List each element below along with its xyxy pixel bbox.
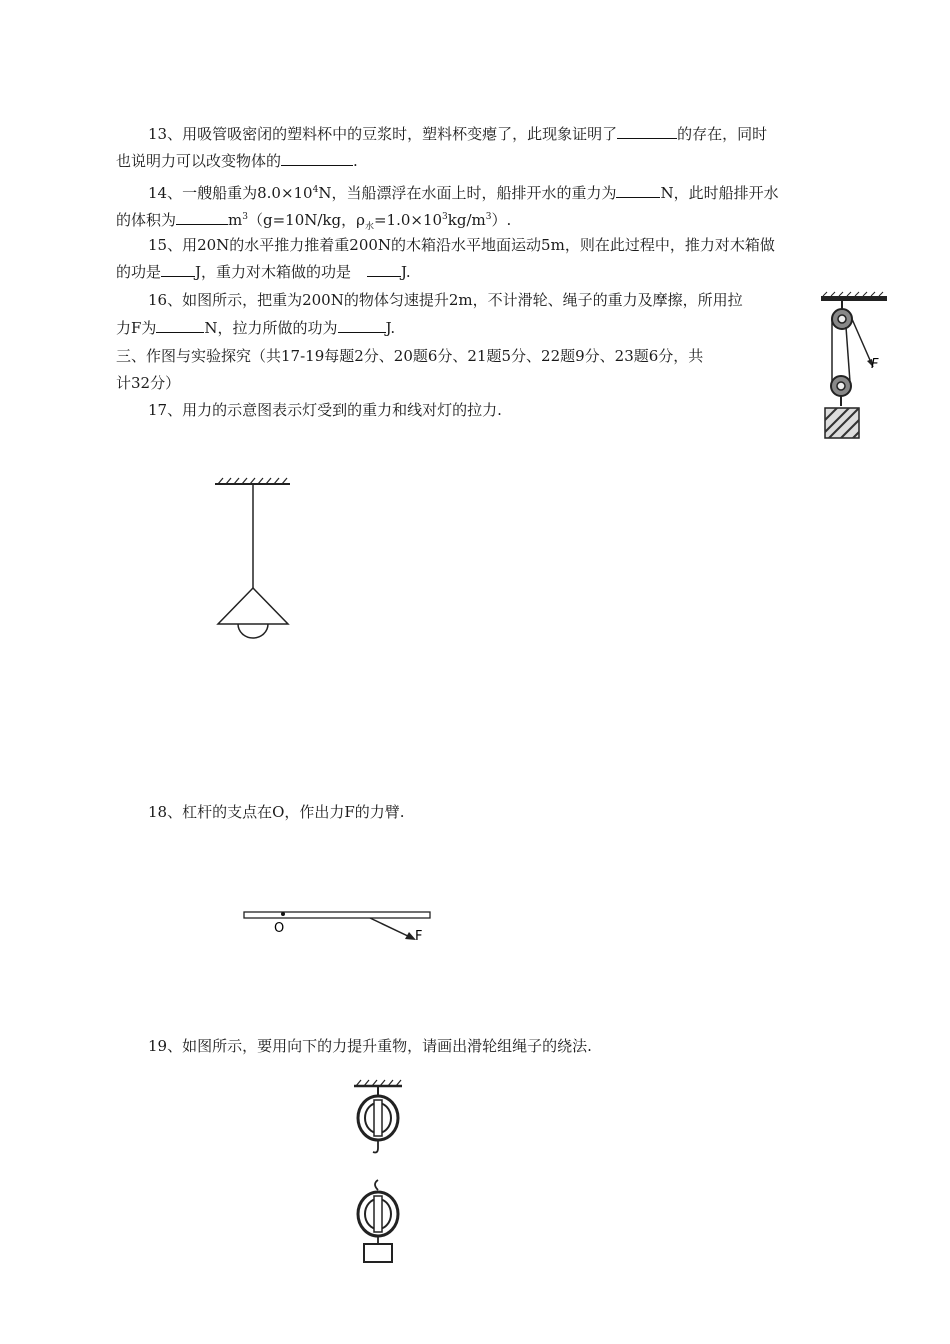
q18-line — [148, 802, 405, 822]
q14-blank-2[interactable] — [176, 210, 228, 225]
q14-line1 — [148, 180, 779, 203]
q18-text: 18、杠杆的支点在O，作出力F的力臂. — [148, 803, 405, 821]
q13-text-d: . — [353, 152, 358, 170]
q16-force-label: F — [871, 357, 879, 372]
q16-text-d: J. — [385, 319, 396, 337]
section3-text-b: 计32分） — [116, 374, 181, 392]
q14-exp-1: 4 — [312, 185, 319, 195]
section3-line2 — [116, 373, 180, 393]
q14-text-h: ）. — [491, 211, 512, 229]
q13-text-a: 13、用吸管吸密闭的塑料杯中的豆浆时，塑料杯变瘪了，此现象证明了 — [148, 125, 618, 143]
q15-text-d: J. — [401, 263, 411, 281]
q19-pulley-figure — [350, 1076, 410, 1266]
q18-label-f: F — [415, 929, 423, 944]
q14-text-a: 14、一艘船重为8.0×10 — [148, 184, 313, 202]
q16-text-a: 16、如图所示，把重为200N的物体匀速提升2m，不计滑轮、绳子的重力及摩擦，所用拉 — [148, 291, 743, 309]
q18-lever-bar — [244, 912, 430, 918]
q17-lamp-figure — [210, 476, 300, 646]
q14-text-c: N，此时船排开水 — [660, 184, 779, 202]
q16-blank-1[interactable] — [156, 318, 204, 333]
q14-text-g: kg/m — [447, 211, 486, 229]
q16-text-b: 力F为 — [116, 319, 157, 337]
q14-rho-sub: 水 — [364, 222, 374, 232]
q14-line2 — [116, 207, 511, 237]
q15-line2 — [116, 262, 411, 282]
q15-text-c: J，重力对木箱做的功是 — [195, 263, 352, 281]
q16-line1 — [148, 290, 743, 310]
q14-unit: m — [228, 211, 243, 229]
q13-blank-2[interactable] — [281, 151, 353, 166]
q17-lampshade — [218, 588, 288, 624]
q19-line — [148, 1036, 592, 1056]
q16-blank-2[interactable] — [338, 318, 386, 333]
q16-text-c: N，拉力所做的功为 — [204, 319, 338, 337]
q13-line1 — [148, 124, 767, 144]
q14-exp-3: 3 — [485, 212, 492, 222]
ceiling-hatch — [823, 292, 883, 296]
q15-text-a: 15、用20N的水平推力推着重200N的木箱沿水平地面运动5m，则在此过程中，推力对木箱做 — [148, 236, 775, 254]
q14-text-d: 的体积为 — [116, 211, 177, 229]
q19-lower-hook — [375, 1180, 378, 1190]
q18-fulcrum-point — [281, 912, 285, 916]
q14-text-b: N，当船漂浮在水面上时，船排开水的重力为 — [318, 184, 617, 202]
q13-blank-1[interactable] — [617, 124, 677, 139]
q17-line — [148, 400, 502, 420]
q18-label-o: O — [274, 921, 285, 936]
q13-text-c: 也说明力可以改变物体的 — [116, 152, 282, 170]
q15-blank-1[interactable] — [161, 262, 195, 277]
q14-blank-1[interactable] — [616, 183, 660, 198]
q19-text: 19、如图所示，要用向下的力提升重物，请画出滑轮组绳子的绕法. — [148, 1037, 592, 1055]
q13-text-b: 的存在，同时 — [677, 125, 768, 143]
q18-lever-figure — [242, 906, 442, 956]
q15-text-b: 的功是 — [116, 263, 162, 281]
q17-bulb — [238, 624, 268, 638]
q14-exp-2: 3 — [442, 212, 448, 222]
q15-line1 — [148, 235, 775, 255]
q16-pulley-figure — [815, 292, 895, 442]
q17-text: 17、用力的示意图表示灯受到的重力和线对灯的拉力. — [148, 401, 502, 419]
ceiling-bar — [821, 296, 887, 301]
q19-upper-hook — [373, 1140, 378, 1153]
q14-text-e: （g=10N/kg，ρ — [247, 211, 365, 229]
q14-text-f: =1.0×10 — [373, 211, 443, 229]
q16-line2 — [116, 318, 395, 338]
section3-text-a: 三、作图与实验探究（共17-19每题2分、20题6分、21题5分、22题9分、23题6分，共 — [116, 347, 704, 365]
q19-load-box — [364, 1244, 392, 1262]
q15-blank-2[interactable] — [367, 262, 401, 277]
rope-pull — [852, 319, 873, 367]
q13-line2 — [116, 151, 358, 171]
rope-mid — [846, 327, 850, 382]
q18-force-line — [370, 918, 412, 938]
q14-unit-exp: 3 — [242, 212, 248, 222]
section3-line1 — [116, 346, 703, 366]
